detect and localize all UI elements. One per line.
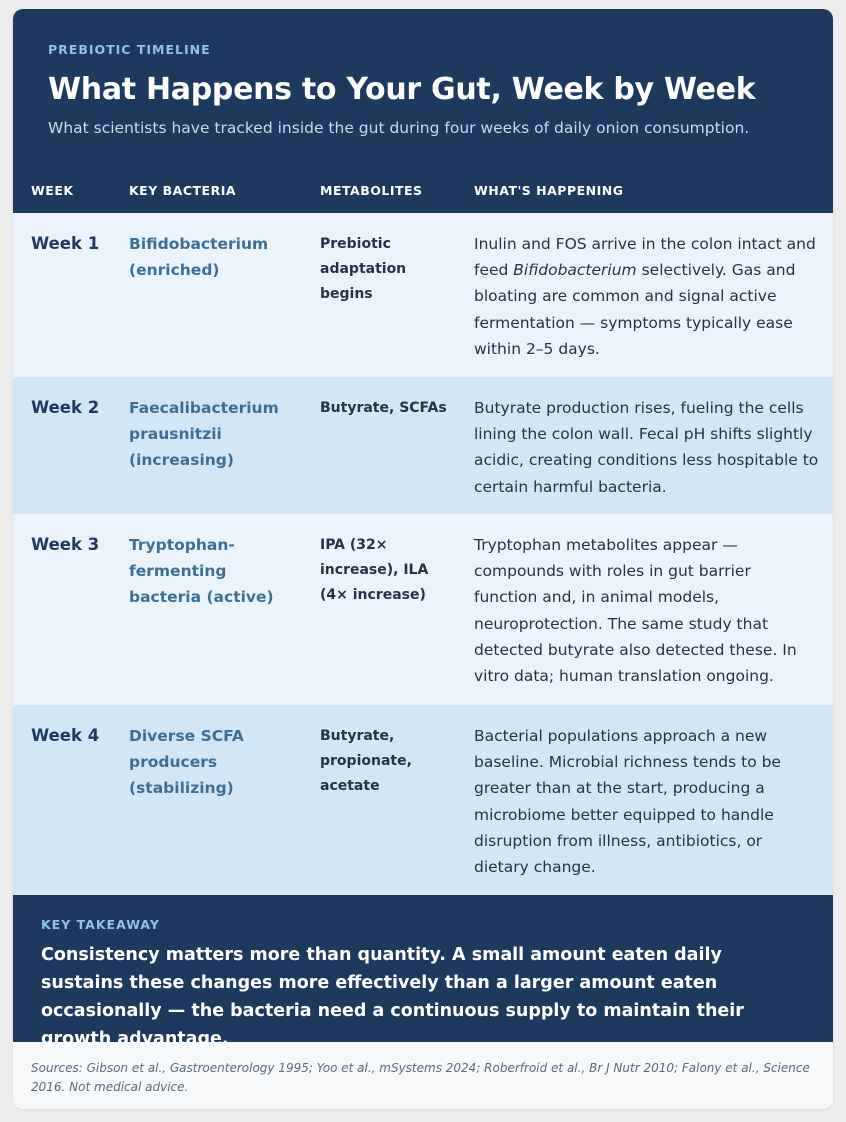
description-text: selectively. Gas and bloating are common and signal active fermentation — symptoms typically ease within 2–5 days.: [474, 261, 796, 358]
description: Butyrate production rises, fueling the cells lining the colon wall. Fecal pH shifts slightly acidic, creating conditions less hospitable to certain harmful bacteria.: [474, 399, 819, 496]
column-header-week: WEEK: [31, 183, 74, 198]
metabolites: Butyrate, SCFAs: [320, 400, 447, 416]
description: Tryptophan metabolites appear — compounds with roles in gut barrier function and, in animal models, neuroprotection. The same study that detected butyrate also detected these. In vitro data; human translation ongoing.: [474, 536, 797, 686]
page-subtitle: What scientists have tracked inside the gut during four weeks of daily onion consumption.: [48, 119, 750, 137]
metabolites: IPA (32× increase), ILA (4× increase): [320, 537, 429, 603]
description: Bacterial populations approach a new baseline. Microbial richness tends to be greater than at the start, producing a microbiome better equipped to handle disruption from illness, antibiotics, or dietary change.: [474, 727, 781, 877]
takeaway-label: KEY TAKEAWAY: [41, 917, 160, 932]
key-bacteria: Bifidobacterium (enriched): [129, 235, 269, 279]
column-header-metabolites: METABOLITES: [320, 183, 423, 198]
description: [474, 231, 819, 362]
key-bacteria: Tryptophan-fermenting bacteria (active): [129, 536, 274, 606]
week-label: Week 2: [31, 398, 100, 417]
description-text: Inulin and FOS arrive in the colon intact and feed: [474, 235, 816, 280]
metabolites: Prebiotic adaptation begins: [320, 236, 407, 302]
column-header-bacteria: KEY BACTERIA: [129, 183, 237, 198]
header: [13, 9, 833, 168]
week-label: Week 4: [31, 726, 100, 745]
takeaway-text: Consistency matters more than quantity. A small amount eaten daily sustains these changes more effectively than a larger amount eaten occasionally — the bacteria need a continuous supply to maintain their growth advantage.: [41, 945, 744, 1049]
table-row: [13, 514, 833, 705]
description-italic: Bifidobacterium: [513, 261, 637, 280]
page-title: What Happens to Your Gut, Week by Week: [48, 72, 756, 107]
week-label: Week 1: [31, 234, 100, 253]
sources-footnote: Sources: Gibson et al., Gastroenterology 1995; Yoo et al., mSystems 2024; Roberfroid et al., Br J Nutr 2010; Falony et al., Science 2016. Not medical advice.: [13, 1042, 833, 1109]
key-bacteria: Faecalibacterium prausnitzii (increasing): [129, 399, 279, 469]
column-header-happening: WHAT'S HAPPENING: [474, 183, 624, 198]
week-label: Week 3: [31, 535, 100, 554]
table-row: [13, 705, 833, 895]
eyebrow-label: PREBIOTIC TIMELINE: [48, 42, 211, 57]
timeline-card: [13, 9, 833, 1109]
key-bacteria: Diverse SCFA producers (stabilizing): [129, 727, 244, 797]
table-row: [13, 377, 833, 514]
metabolites: Butyrate, propionate, acetate: [320, 728, 412, 794]
table-header: [13, 168, 833, 213]
table-row: [13, 213, 833, 377]
key-takeaway: [13, 895, 833, 1049]
